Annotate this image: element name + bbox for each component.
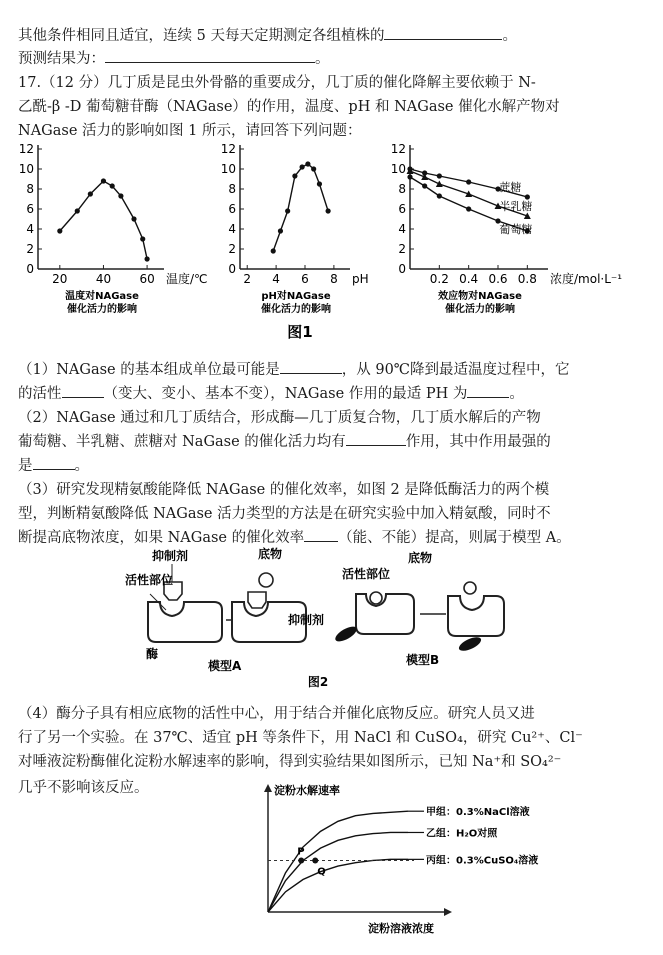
data-point [292,173,297,178]
part-1-line-1 [18,358,570,379]
data-point [75,208,80,213]
answer-blank [384,25,502,40]
answer-blank [280,359,342,374]
x-tick-label: 20 [52,272,68,286]
text-seg: （能、不能）提高，则属于模型 A。 [338,530,571,546]
x-tick-label: 6 [301,272,309,286]
point-label: P [297,846,305,858]
data-point [305,161,310,166]
y-tick-label: 10 [390,162,406,176]
figure-2 [0,540,663,690]
data-point [525,194,530,199]
part-3-line-1: （3）研究发现精氨酸能降低 NAGase 的催化效率，如图 2 是降低酶活力的两个模 [18,482,550,498]
chart-caption: 效应物对NAGase [438,291,522,302]
x-axis-label: 淀粉溶液浓度 [368,922,434,935]
y-tick-label: 8 [398,182,406,196]
part-4-line-1: （4）酶分子具有相应底物的活性中心，用于结合并催化底物反应。研究人员又进 [18,706,535,722]
data-point [285,208,290,213]
marked-point [312,857,318,863]
figure-2-caption: 图2 [307,675,329,689]
y-tick-label: 12 [18,142,34,156]
data-point [110,183,115,188]
data-point [436,181,443,188]
text-line-1 [18,24,517,45]
enzyme-b2 [448,596,504,636]
chart-caption: 温度对NAGase [65,291,139,302]
series-label: 蔗糖 [499,181,522,194]
series-label: 葡萄糖 [499,223,533,236]
question-17-line-1: 17.（12 分）几丁质是昆虫外骨骼的重要成分，几丁质的催化降解主要依赖于 N- [18,75,536,91]
part-2-line-1: （2）NAGase 通过和几丁质结合，形成酶—几丁质复合物，几丁质水解后的产物 [18,410,541,426]
data-point [317,181,322,186]
enzyme-b1 [356,594,414,634]
x-tick-label: 2 [243,272,252,286]
x-unit-label: 浓度/mol·L⁻¹ [550,272,623,286]
label-model-b: 模型B [406,653,440,667]
x-tick-label: 4 [272,272,280,286]
data-point [422,183,427,188]
series-label: 丙组：0.3%CuSO₄溶液 [426,855,539,867]
part-3-line-2: 型，判断精氨酸降低 NAGase 活力类型的方法是在研究实验中加入精氨酸，同时不 [18,506,551,522]
text-seg: ，从 90℃降到最适温度过程中，它 [341,362,570,378]
question-17-line-3: NAGase 活力的影响如图 1 所示，请回答下列问题： [18,123,362,139]
part-1-line-2 [18,382,524,403]
label-active-site-b: 活性部位 [342,567,391,581]
text-seg: 断提高底物浓度，如果 NAGase 的催化效率 [18,530,305,546]
point-label: Q [317,866,326,878]
x-tick-label: 0.4 [459,272,479,286]
y-tick-label: 8 [228,182,236,196]
figure-3 [0,780,663,952]
label-substrate-a: 底物 [258,547,283,561]
series-label: 乙组：H₂O对照 [426,828,498,840]
text-seg: 作用，其中作用最强的 [405,434,551,450]
answer-blank [33,455,75,470]
text-seg: （变大、变小、基本不变），NAGase 作用的最适 PH 为 [103,386,468,402]
label-model-a: 模型A [208,659,242,673]
label-enzyme: 酶 [146,647,159,661]
y-tick-label: 2 [26,242,34,256]
inhibitor-shape-a2 [248,592,266,608]
series-label: 半乳糖 [499,200,533,213]
data-point [300,164,305,169]
text-seg: 的活性 [18,386,62,402]
series-line [268,832,408,912]
x-tick-label: 8 [330,272,338,286]
answer-blank [467,383,509,398]
data-point [437,173,442,178]
x-tick-label: 0.2 [429,272,449,286]
y-tick-label: 10 [220,162,236,176]
text-seg: 其他条件相同且适宜，连续 5 天每天定期测定各组植株的 [18,28,385,44]
y-tick-label: 6 [398,202,406,216]
data-point [466,206,471,211]
text-seg: 预测结果为： [18,51,105,67]
data-point [101,178,106,183]
chart-starch-hydrolysis [264,783,538,935]
chart-ph [221,142,369,315]
series-line [273,164,328,251]
x-tick-label: 0.6 [488,272,508,286]
x-tick-label: 40 [95,272,112,286]
label-active-site-a: 活性部位 [125,573,174,587]
y-tick-label: 10 [18,162,34,176]
text-seg: 葡萄糖、半乳糖、蔗糖对 NaGase 的催化活力均有 [18,434,346,450]
series-line [268,811,408,912]
data-point [88,191,93,196]
enzyme-a1 [148,602,222,642]
data-point [407,174,412,179]
text-seg: 。 [315,51,330,67]
inhibitor-b2 [457,634,483,653]
data-point [140,236,145,241]
y-tick-label: 0 [228,262,236,276]
chart-caption: 催化活力的影响 [261,304,331,315]
y-tick-label: 4 [398,222,406,236]
y-tick-label: 0 [398,262,406,276]
data-point [311,166,316,171]
figure-1-caption: 图1 [287,323,313,341]
text-seg: 。 [74,458,89,474]
substrate-b2 [464,582,476,594]
chart-caption: 催化活力的影响 [445,304,515,315]
answer-blank [105,48,315,63]
text-seg: 。 [502,28,517,44]
y-tick-label: 12 [390,142,406,156]
chart-temperature [19,142,208,315]
data-point [271,248,276,253]
text-seg: （1）NAGase 的基本组成单位最可能是 [18,362,280,378]
part-2-line-3 [18,454,89,475]
y-tick-label: 2 [228,242,236,256]
data-point [326,208,331,213]
y-tick-label: 4 [228,222,236,236]
data-point [57,228,62,233]
x-unit-label: 温度/℃ [166,272,208,286]
part-4-line-2: 行了另一个实验。在 37℃、适宜 pH 等条件下，用 NaCl 和 CuSO₄，研究 Cu²⁺、Cl⁻ [18,730,583,746]
part-4-line-3: 对唾液淀粉酶催化淀粉水解速率的影响，得到实验结果如图所示，已知 Na⁺和 SO₄²⁻ [18,754,562,770]
data-point [131,216,136,221]
answer-blank [346,431,406,446]
y-tick-label: 6 [26,202,34,216]
question-17-line-2: 乙酰-β -D 葡萄糖苷酶（NAGase）的作用，温度、pH 和 NAGase 催化水解产物对 [18,99,560,115]
y-tick-label: 8 [26,182,34,196]
substrate-b1 [370,592,382,604]
y-tick-label: 6 [228,202,236,216]
chart-caption: pH对NAGase [261,291,331,302]
label-substrate-b: 底物 [408,551,433,565]
data-point [278,228,283,233]
figure-1 [0,135,663,345]
x-axis-arrow [444,908,452,916]
part-2-line-2 [18,430,551,451]
y-axis-label: 淀粉水解速率 [274,784,340,797]
data-point [466,179,471,184]
y-axis-arrow [264,784,272,792]
y-tick-label: 0 [26,262,34,276]
x-unit-label: pH [352,272,369,286]
data-point [437,193,442,198]
data-point [118,193,123,198]
text-line-2 [18,47,330,68]
substrate-a [259,573,273,587]
text-seg: 是 [18,458,33,474]
y-tick-label: 4 [26,222,34,236]
y-tick-label: 12 [220,142,236,156]
series-label: 甲组：0.3%NaCl溶液 [426,807,530,819]
data-point [144,256,149,261]
x-tick-label: 60 [139,272,155,286]
chart-effector [391,142,623,315]
marked-point [298,857,304,863]
label-inhibitor-a: 抑制剂 [152,549,189,563]
y-tick-label: 2 [398,242,406,256]
chart-caption: 催化活力的影响 [67,304,137,315]
label-inhibitor-b: 抑制剂 [288,613,325,627]
text-seg: 。 [509,386,524,402]
part-4-line-4: 几乎不影响该反应。 [18,780,149,796]
x-tick-label: 0.8 [517,272,537,286]
answer-blank [62,383,104,398]
